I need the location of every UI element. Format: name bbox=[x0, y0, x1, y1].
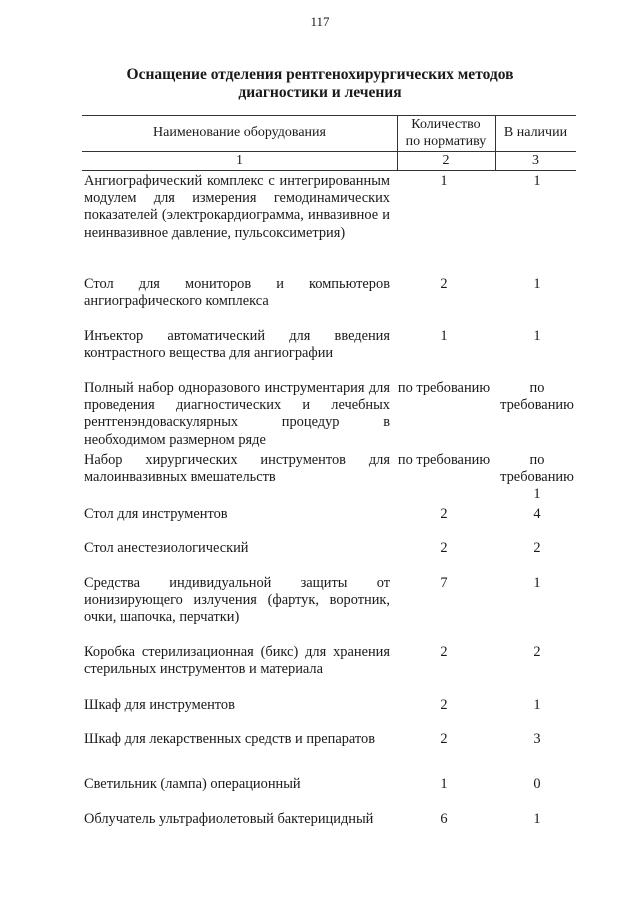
header-quantity-line-1: Количество bbox=[411, 117, 481, 132]
column-number-2: 2 bbox=[442, 153, 450, 168]
equipment-name: Полный набор одноразового инструментария для проведения диагностических и лечебных рентгенэндоваскулярных процедур в необходимом размерном ряде bbox=[84, 380, 390, 448]
equipment-name: Светильник (лампа) операционный bbox=[84, 776, 301, 792]
quantity-available: 1 bbox=[533, 173, 541, 189]
quantity-available: 1 bbox=[533, 575, 541, 591]
equipment-name: Инъектор автоматический для введения контрастного вещества для ангиографии bbox=[84, 328, 390, 362]
quantity-norm: 2 bbox=[440, 540, 448, 556]
header-quantity-norm bbox=[397, 116, 495, 150]
quantity-norm: по требованию bbox=[397, 452, 491, 468]
header-available: В наличии bbox=[503, 125, 568, 140]
quantity-norm: 1 bbox=[440, 173, 448, 189]
equipment-name: Стол для мониторов и компьютеров ангиографического комплекса bbox=[84, 276, 390, 310]
equipment-name: Набор хирургических инструментов для малоинвазивных вмешательств bbox=[84, 452, 390, 486]
quantity-norm: 1 bbox=[440, 776, 448, 792]
quantity-available: по требованию 1 bbox=[500, 452, 574, 503]
header-quantity-line-2: по нормативу bbox=[405, 134, 487, 149]
quantity-available: 1 bbox=[533, 328, 541, 344]
equipment-name: Ангиографический комплекс с интегрированным модулем для измерения гемодинамических показателей (электрокардиограмма, инвазивное и неинвазивное давление, пульсоксиметрия) bbox=[84, 173, 390, 241]
title-line-2: диагностики и лечения bbox=[238, 84, 402, 101]
title-line-1: Оснащение отделения рентгенохирургических методов bbox=[126, 66, 514, 83]
header-equipment-name: Наименование оборудования bbox=[153, 125, 326, 140]
quantity-available: 2 bbox=[533, 540, 541, 556]
quantity-norm: 6 bbox=[440, 811, 448, 827]
quantity-available: 1 bbox=[533, 811, 541, 827]
equipment-name: Облучатель ультрафиолетовый бактерицидный bbox=[84, 811, 374, 827]
equipment-name: Шкаф для инструментов bbox=[84, 697, 235, 713]
quantity-norm: 1 bbox=[440, 328, 448, 344]
document-title bbox=[60, 66, 580, 102]
equipment-name: Стол для инструментов bbox=[84, 506, 228, 522]
equipment-name: Коробка стерилизационная (бикс) для хранения стерильных инструментов и материала bbox=[84, 644, 390, 678]
table-top-rule bbox=[82, 115, 576, 116]
quantity-available: 0 bbox=[533, 776, 541, 792]
table-number-rule bbox=[82, 170, 576, 171]
quantity-available: 3 bbox=[533, 731, 541, 747]
quantity-available: 4 bbox=[533, 506, 541, 522]
quantity-available: 2 bbox=[533, 644, 541, 660]
equipment-name: Стол анестезиологический bbox=[84, 540, 249, 556]
page-number: 117 bbox=[310, 14, 330, 29]
column-number-3: 3 bbox=[532, 153, 539, 168]
quantity-available: по требованию bbox=[500, 380, 574, 414]
quantity-available: 1 bbox=[533, 276, 541, 292]
equipment-name: Средства индивидуальной защиты от ионизирующего излучения (фартук, воротник, очки, шапочка, перчатки) bbox=[84, 575, 390, 626]
quantity-available: 1 bbox=[533, 697, 541, 713]
quantity-norm: 7 bbox=[440, 575, 448, 591]
equipment-name: Шкаф для лекарственных средств и препаратов bbox=[84, 731, 376, 747]
quantity-norm: 2 bbox=[440, 276, 448, 292]
quantity-norm: 2 bbox=[440, 506, 448, 522]
quantity-norm: 2 bbox=[440, 731, 448, 747]
column-number-1: 1 bbox=[236, 153, 243, 168]
quantity-norm: 2 bbox=[440, 644, 448, 660]
quantity-norm: 2 bbox=[440, 697, 448, 713]
quantity-norm: по требованию bbox=[397, 380, 491, 396]
